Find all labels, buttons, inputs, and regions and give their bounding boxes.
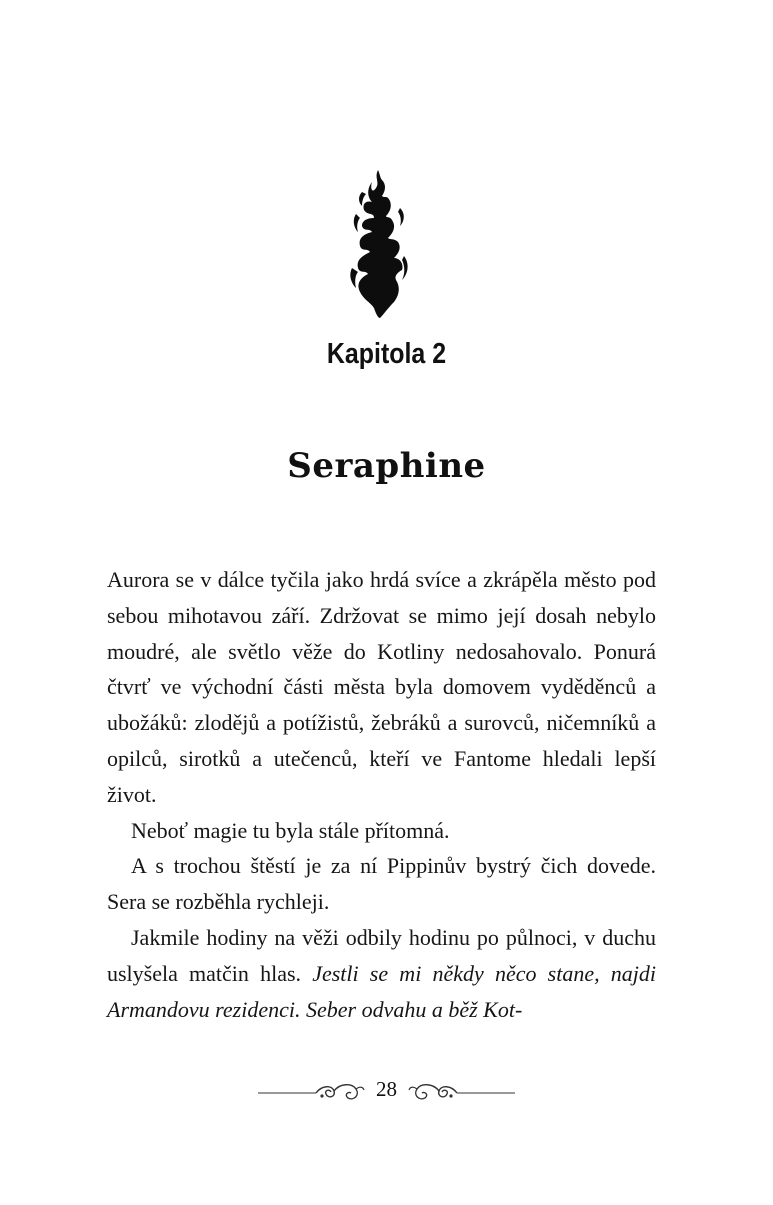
chapter-title: Seraphine (287, 446, 486, 486)
swirl-ornament-icon (256, 1079, 366, 1103)
paragraph (107, 920, 656, 1027)
page-number: 28 (376, 1076, 397, 1101)
paragraph: Neboť magie tu byla stále přítomná. (131, 817, 450, 843)
page-footer (0, 1076, 773, 1106)
paragraph-italic-text: Jestli se mi někdy něco stane, najdi Armandovu rezidenci. Seber odvahu a běž Kot- (107, 960, 656, 1022)
paragraph-text: Jakmile hodiny na věži odbily hodinu po půlnoci, v duchu uslyšela matčin hlas. (107, 924, 656, 986)
paragraph: A s trochou štěstí je za ní Pippinův bystrý čich dovede. Sera se rozběhla rychleji. (107, 853, 656, 915)
chapter-label: Kapitola 2 (326, 338, 447, 370)
body-text (107, 562, 656, 1027)
paragraph: Aurora se v dálce tyčila jako hrdá svíce a zkrápěla město pod sebou mihotavou září. Zdržovat se mimo její dosah nebylo moudré, ale světlo věže do Kotliny nedosahovalo. Ponurá čtvrť ve východní části města byla domovem vyděděnců a ubožáků: zlodějů a potížistů, žebráků a surovců, ničemníků a opilců, sirotků a utečenců, kteří ve Fantome hledali lepší život. (107, 567, 656, 807)
swirl-ornament-icon (407, 1079, 517, 1103)
flame-icon (348, 168, 410, 320)
